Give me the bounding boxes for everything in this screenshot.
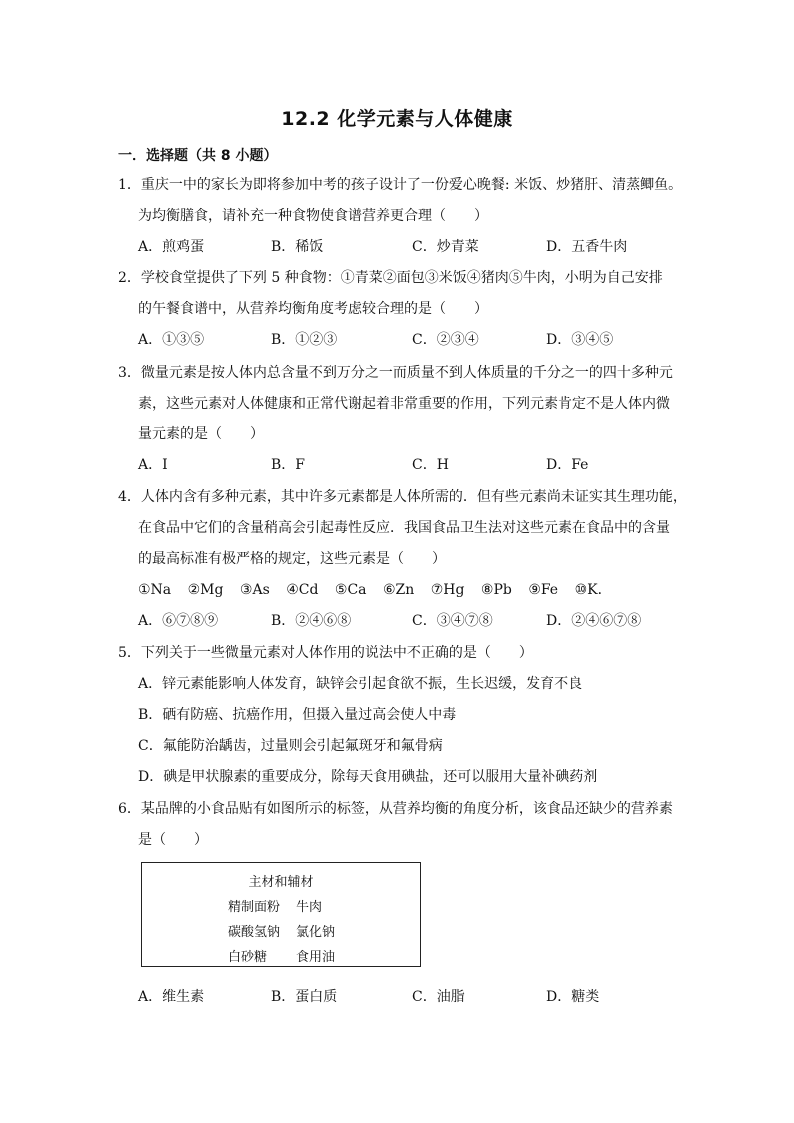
option-d: D．Fe: [546, 457, 589, 473]
food-label-row: [228, 921, 364, 940]
question-1-options: [138, 237, 678, 257]
question-5-choice-a: A．锌元素能影响人体发育，缺锌会引起食欲不振，生长迟缓，发育不良: [138, 676, 583, 692]
option-d: D．③④⑤: [546, 332, 614, 348]
question-6-line-1: 6．某品牌的小食品贴有如图所示的标签，从营养均衡的角度分析，该食品还缺少的营养素: [118, 801, 673, 817]
question-2-options: [138, 330, 678, 350]
question-3-line-1: 3．微量元素是按人体内总含量不到万分之一而质量不到人体质量的千分之一的四十多种元: [118, 365, 673, 381]
food-label-heading: 主材和辅材: [248, 875, 314, 890]
page-title: 12.2 化学元素与人体健康: [281, 108, 513, 130]
ingredient: 牛肉: [296, 900, 323, 915]
question-4-line-2: 在食品中它们的含量稍高会引起毒性反应．我国食品卫生法对这些元素在食品中的含量: [138, 520, 670, 536]
question-4-line-3: 的最高标准有极严格的规定，这些元素是（ ）: [138, 551, 446, 567]
ingredient: 食用油: [296, 950, 336, 965]
option-b: B．②④⑥⑧: [271, 613, 352, 629]
option-a: A．I: [138, 457, 168, 473]
question-1-line-1: 1．重庆一中的家长为即将参加中考的孩子设计了一份爱心晚餐: 米饭、炒猪肝、清蒸鲫鱼。: [118, 177, 683, 193]
food-label-box: [141, 862, 421, 967]
option-b: B．F: [271, 457, 306, 473]
question-2-line-1: 2．学校食堂提供了下列 5 种食物：①青菜②面包③米饭④猪肉⑤牛肉，小明为自己安排: [118, 270, 663, 286]
option-a: A．⑥⑦⑧⑨: [138, 613, 219, 629]
question-6-line-2: 是（ ）: [138, 832, 208, 848]
element-item: ⑤Ca: [334, 582, 367, 598]
option-b: B．①②③: [271, 332, 338, 348]
option-d: D．糖类: [546, 989, 600, 1005]
element-item: ⑥Zn: [382, 582, 415, 598]
element-item: ⑧Pb: [480, 582, 512, 598]
option-c: C．炒青菜: [412, 239, 479, 255]
option-c: C．油脂: [412, 989, 465, 1005]
element-item: ⑨Fe: [528, 582, 559, 598]
option-d: D．五香牛肉: [546, 239, 628, 255]
question-4-options: [138, 611, 678, 631]
option-c: C．H: [412, 457, 449, 473]
question-2-line-2: 的午餐食谱中，从营养均衡角度考虑较合理的是（ ）: [138, 301, 488, 317]
ingredient: 白砂糖: [228, 950, 268, 965]
question-3-options: [138, 455, 678, 475]
ingredient: 氯化钠: [296, 925, 336, 940]
option-a: A．煎鸡蛋: [138, 239, 205, 255]
element-item: ⑦Hg: [430, 582, 465, 598]
food-label-row: [228, 896, 364, 915]
question-5-choice-d: D．碘是甲状腺素的重要成分，除每天食用碘盐，还可以服用大量补碘药剂: [138, 769, 598, 785]
option-b: B．稀饭: [271, 239, 324, 255]
ingredient: 精制面粉: [228, 900, 281, 915]
option-a: A．①③⑤: [138, 332, 205, 348]
question-5-line-1: 5．下列关于一些微量元素对人体作用的说法中不正确的是（ ）: [118, 645, 533, 661]
question-5-choice-b: B．硒有防癌、抗癌作用，但摄入量过高会使人中毒: [138, 707, 457, 723]
food-label-row: [228, 946, 364, 965]
element-item: ②Mg: [187, 582, 224, 598]
option-c: C．②③④: [412, 332, 479, 348]
element-item: ①Na: [138, 582, 172, 598]
option-c: C．③④⑦⑧: [412, 613, 493, 629]
question-1-line-2: 为均衡膳食，请补充一种食物使食谱营养更合理（ ）: [138, 208, 488, 224]
question-3-line-3: 量元素的是（ ）: [138, 426, 264, 442]
question-3-line-2: 素，这些元素对人体健康和正常代谢起着非常重要的作用，下列元素肯定不是人体内微: [138, 396, 670, 412]
question-6-options: [138, 987, 678, 1007]
element-item: ④Cd: [286, 582, 319, 598]
option-b: B．蛋白质: [271, 989, 338, 1005]
option-a: A．维生素: [138, 989, 205, 1005]
question-5-choice-c: C．氟能防治龋齿，过量则会引起氟斑牙和氟骨病: [138, 738, 443, 754]
element-item: ③As: [239, 582, 270, 598]
ingredient: 碳酸氢钠: [228, 925, 281, 940]
option-d: D．②④⑥⑦⑧: [546, 613, 642, 629]
element-item: ⑩K．: [574, 582, 612, 598]
question-4-line-1: 4．人体内含有多种元素，其中许多元素都是人体所需的．但有些元素尚未证实其生理功能，: [118, 489, 687, 505]
question-4-element-list: [138, 580, 624, 600]
section-heading: 一．选择题（共 8 小题）: [118, 148, 278, 164]
